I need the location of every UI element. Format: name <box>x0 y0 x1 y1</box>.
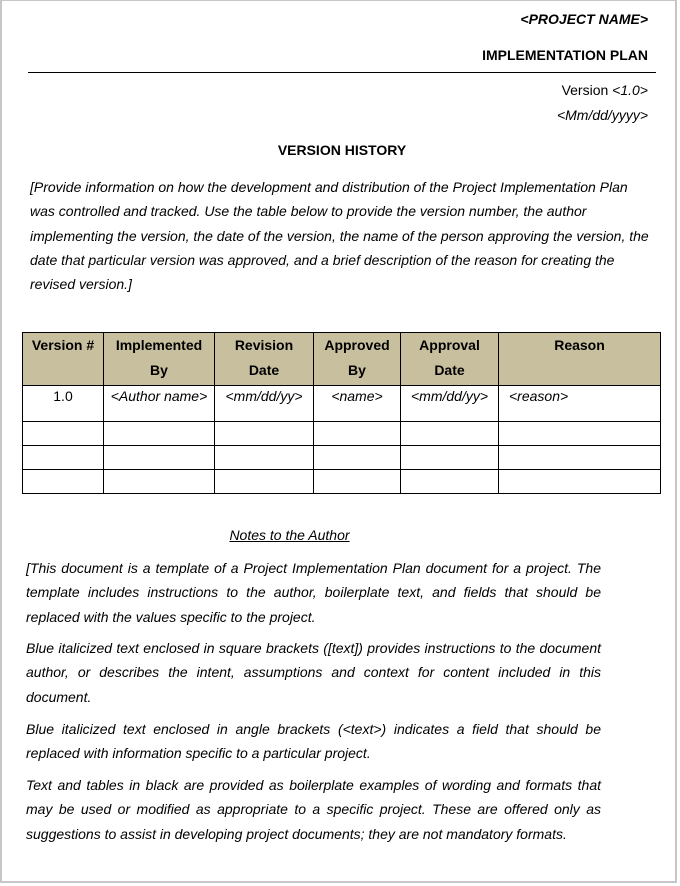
intro-line: date that particular version was approved, and a brief description of the reason for creating the <box>30 251 615 268</box>
cell-version[interactable] <box>23 422 104 446</box>
cell-approval-date[interactable] <box>401 470 499 494</box>
version-history-instructions <box>30 175 660 296</box>
project-name: <PROJECT NAME> <box>520 11 648 27</box>
note-paragraph-angle-brackets: Blue italicized text enclosed in angle brackets (<text>) indicates a field that should be replaced with information specific to a particular project. <box>26 721 601 762</box>
table-row <box>23 470 661 494</box>
cell-revision-date[interactable]: <mm/dd/yy> <box>215 386 314 422</box>
plan-title: IMPLEMENTATION PLAN <box>482 47 648 63</box>
cell-version[interactable] <box>23 470 104 494</box>
version-value: <1.0> <box>612 82 648 98</box>
note-paragraph-boilerplate: Text and tables in black are provided as boilerplate examples of wording and formats that may be used or modified as appropriate to a specific project. These are offered only as suggestions to assist in developing project documents; they are not mandatory formats. <box>26 777 601 842</box>
column-header-approved-by: Approved By <box>314 333 401 386</box>
note-paragraph-square-brackets: Blue italicized text enclosed in square brackets ([text]) provides instructions to the document author, or describes the intent, assumptions and context for content included in this document. <box>26 640 601 705</box>
cell-approved-by[interactable] <box>314 446 401 470</box>
cell-version[interactable] <box>23 446 104 470</box>
document-date: <Mm/dd/yyyy> <box>556 107 648 123</box>
cell-approval-date[interactable] <box>401 446 499 470</box>
cell-revision-date[interactable] <box>215 446 314 470</box>
cell-revision-date[interactable] <box>215 422 314 446</box>
cell-reason[interactable]: <reason> <box>499 386 661 422</box>
column-header-revision-date: Revision Date <box>215 333 314 386</box>
cell-approval-date[interactable] <box>401 422 499 446</box>
intro-line: revised version.] <box>30 276 132 293</box>
table-row <box>23 422 661 446</box>
cell-implemented-by[interactable] <box>104 470 215 494</box>
note-paragraph-template: [This document is a template of a Project Implementation Plan document for a project. The template includes instructions to the author, boilerplate text, and fields that should be replaced with the values specific to the project. <box>26 560 601 625</box>
intro-line: was controlled and tracked. Use the table below to provide the version number, the author <box>30 203 587 220</box>
cell-implemented-by[interactable]: <Author name> <box>104 386 215 422</box>
version-line <box>562 82 648 98</box>
intro-line: [Provide information on how the development and distribution of the Project Implementation Plan <box>30 179 628 195</box>
cell-approval-date[interactable]: <mm/dd/yy> <box>401 386 499 422</box>
header-divider <box>28 72 656 73</box>
table-row <box>23 386 661 422</box>
cell-approved-by[interactable]: <name> <box>314 386 401 422</box>
cell-reason[interactable] <box>499 446 661 470</box>
cell-reason[interactable] <box>499 422 661 446</box>
cell-revision-date[interactable] <box>215 470 314 494</box>
version-history-table <box>22 332 661 494</box>
cell-implemented-by[interactable] <box>104 446 215 470</box>
column-header-version: Version # <box>23 333 104 386</box>
section-title-version-history: VERSION HISTORY <box>277 142 407 158</box>
version-label: Version <box>561 82 613 98</box>
cell-implemented-by[interactable] <box>104 422 215 446</box>
table-row <box>23 446 661 470</box>
intro-line: implementing the version, the date of the version, the name of the person approving the version, the <box>30 227 649 244</box>
column-header-reason: Reason <box>499 333 661 386</box>
table-header-row <box>23 333 661 386</box>
cell-approved-by[interactable] <box>314 422 401 446</box>
column-header-implemented-by: Implemented By <box>104 333 215 386</box>
column-header-approval-date: Approval Date <box>401 333 499 386</box>
cell-reason[interactable] <box>499 470 661 494</box>
notes-to-author-title: Notes to the Author <box>229 527 350 543</box>
cell-version[interactable]: 1.0 <box>23 386 104 422</box>
cell-approved-by[interactable] <box>314 470 401 494</box>
